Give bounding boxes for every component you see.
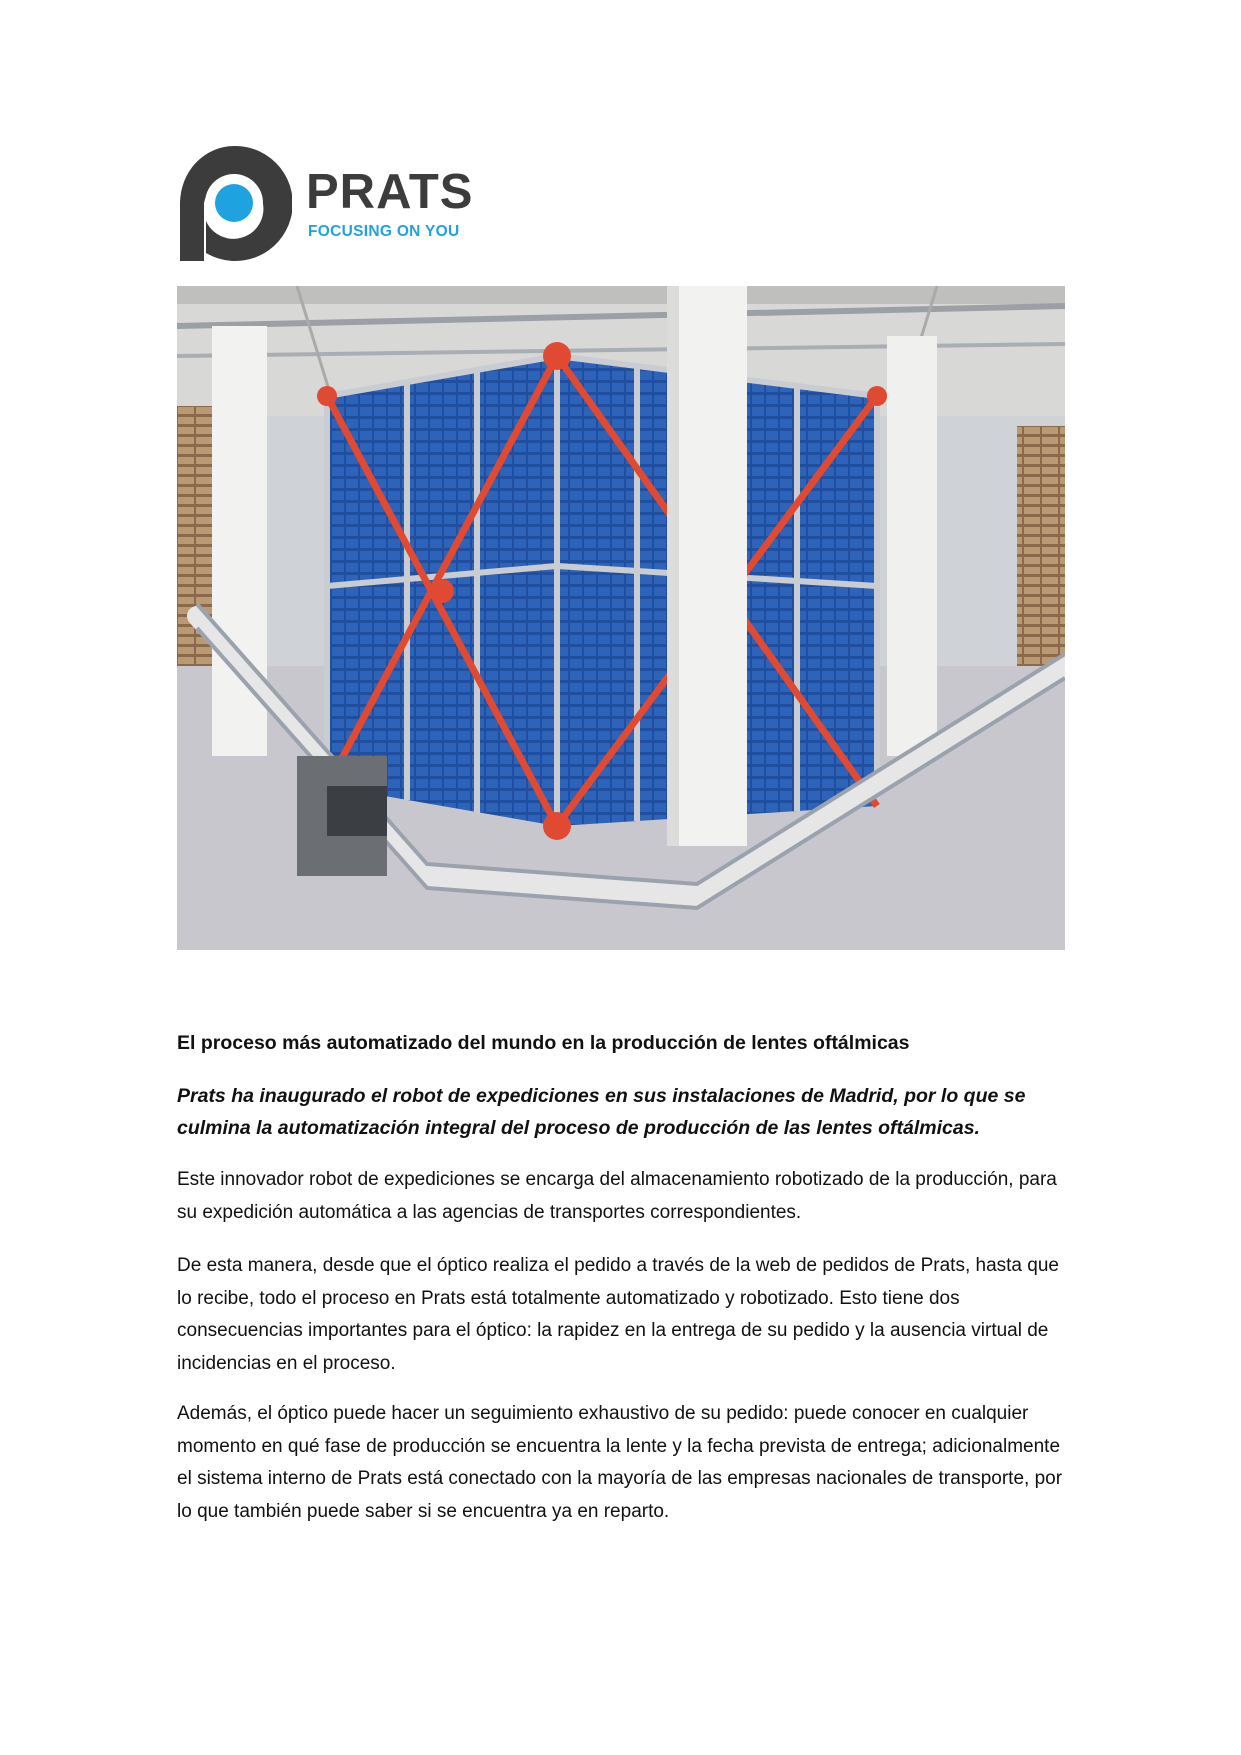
article-lead: Prats ha inaugurado el robot de expediciones en sus instalaciones de Madrid, por lo que se culmina la automatización integral del proceso de producción de las lentes oftálmicas. [177,1085,1026,1139]
prats-logo [176,146,476,261]
article-paragraph: Además, el óptico puede hacer un seguimiento exhaustivo de su pedido: puede conocer en cualquier momento en qué fase de producción se encuentra la lente y la fecha prevista de entrega; adicionalmente el sistema interno de Prats está conectado con la mayoría de las empresas nacionales de transporte, por lo que también puede saber si se encuentra ya en reparto. [177,1403,1063,1522]
warehouse-robot-photo [177,286,1065,950]
prats-logo-mark-icon [176,146,292,261]
warehouse-robot-illustration [177,286,1065,950]
article-paragraph: Este innovador robot de expediciones se encarga del almacenamiento robotizado de la producción, para su expedición automática a las agencias de transportes correspondientes. [177,1169,1057,1223]
article-paragraph: De esta manera, desde que el óptico realiza el pedido a través de la web de pedidos de Prats, hasta que lo recibe, todo el proceso en Prats está totalmente automatizado y robotizado. Esto tiene dos consecuencias importantes para el óptico: la rapidez en la entrega de su pedido y la ausencia virtual de incidencias en el proceso. [177,1255,1059,1374]
logo-tagline: FOCUSING ON YOU [308,223,460,240]
logo-wordmark: PRATS [306,165,474,219]
article-heading: El proceso más automatizado del mundo en la producción de lentes oftálmicas [177,1032,910,1054]
